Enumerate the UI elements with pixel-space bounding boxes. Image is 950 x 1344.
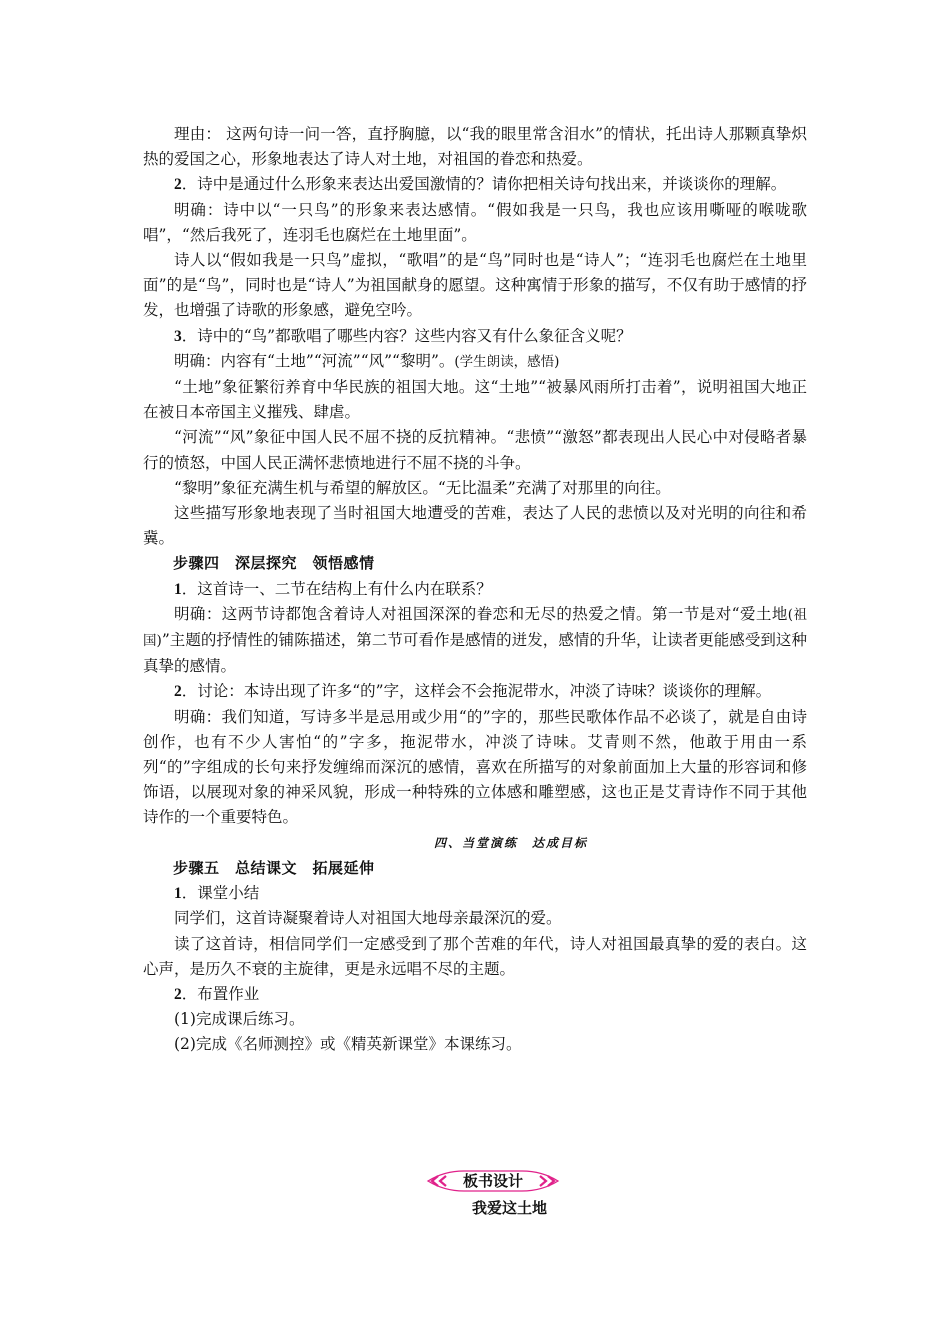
question-text: ．诗中的“鸟”都歌唱了哪些内容？这些内容又有什么象征含义呢？ [181, 326, 632, 345]
answer-note: (祖国) [143, 606, 807, 650]
answer-note: (学生朗读，感悟) [454, 353, 560, 370]
question-number: 3 [174, 327, 182, 345]
question-number: 2 [174, 683, 182, 701]
answer-3-d: “黎明”象征充满生机与希望的解放区。“无比温柔”充满了对那里的向往。 [174, 478, 671, 497]
answer-text: 明确：内容有“土地”“河流”“风”“黎明”。 [174, 351, 455, 370]
banner-label: 板书设计 [462, 1172, 523, 1190]
homework-2: (2)完成《名师测控》或《精英新课堂》本课练习。 [174, 1035, 522, 1054]
question-number: 2 [174, 176, 182, 194]
board-title: 我爱这土地 [472, 1199, 548, 1217]
section-title-text: 四、当堂演练 达成目标 [433, 835, 588, 850]
question-text: ．讨论：本诗出现了许多“的”字，这样会不会拖泥带水，冲淡了诗味？谈谈你的理解。 [181, 682, 772, 701]
answer-text: 明确：这两节诗都饱含着诗人对祖国深深的眷恋和无尽的热爱之情。第一节是对“爱土地 [174, 604, 788, 623]
lesson-content [143, 122, 807, 1058]
answer-text: ”主题的抒情性的铺陈描述，第二节可看作是感情的迸发，感情的升华，让读者更能感受到这种真挚的感情。 [143, 631, 807, 676]
homework-1: (1)完成课后练习。 [174, 1010, 305, 1029]
summary-a: 同学们，这首诗凝聚着诗人对祖国大地母亲最深沉的爱。 [174, 909, 562, 928]
question-2 [143, 172, 807, 197]
step4-question-1 [143, 577, 807, 602]
answer-3-b: “土地”象征繁衍养育中华民族的祖国大地。这“土地”“被暴风雨所打击着”，说明祖国大地正在被日本帝国主义摧残、肆虐。 [143, 378, 807, 422]
item-text: ．课堂小结 [181, 884, 260, 903]
step4-answer-2: 明确：我们知道，写诗多半是忌用或少用“的”字的，那些民歌体作品不必谈了，就是自由诗创作，也有不少人害怕“的”字多，拖泥带水，冲淡了诗味。艾青则不然，他敢于用由一系列“的”字组成的长句来抒发缠绵而深沉的感情，喜欢在所描写的对象前面加上大量的形容词和修饰语，以展现对象的神采风貌，形成一种特殊的立体感和雕塑感，这也正是艾青诗作不同于其他诗作的一个重要特色。 [143, 707, 807, 827]
question-text: ．这首诗一、二节在结构上有什么内在联系？ [181, 579, 492, 598]
step5-item-1 [143, 881, 807, 906]
step4-answer-1 [143, 602, 807, 680]
step5-item-2 [143, 982, 807, 1007]
item-number: 1 [174, 885, 182, 903]
item-number: 2 [174, 985, 182, 1003]
answer-3-a [143, 349, 807, 375]
question-text: ．诗中是通过什么形象来表达出爱国激情的？请你把相关诗句找出来，并谈谈你的理解。 [181, 175, 787, 194]
answer-3-c: “河流”“风”象征中国人民不屈不挠的反抗精神。“悲愤”“激怒”都表现出人民心中对侵略者暴行的愤怒，中国人民正满怀悲愤地进行不屈不挠的斗争。 [143, 428, 807, 472]
answer-2-b: 诗人以“假如我是一只鸟”虚拟，“歌唱”的是“鸟”同时也是“诗人”；“连羽毛也腐烂在土地里面”的是“鸟”，同时也是“诗人”为祖国献身的愿望。这种寓情于形象的描写，不仅有助于感情的抒发，也增强了诗歌的形象感，避免空吟。 [143, 251, 807, 320]
answer-2-a: 明确：诗中以“一只鸟”的形象来表达感情。“假如我是一只鸟，我也应该用嘶哑的喉咙歌唱”，“然后我死了，连羽毛也腐烂在土地里面”。 [143, 200, 807, 244]
step4-question-2 [143, 679, 807, 704]
reason-paragraph: 理由： 这两句诗一问一答，直抒胸臆，以“我的眼里常含泪水”的情状，托出诗人那颗真挚炽热的爱国之心，形象地表达了诗人对土地，对祖国的眷恋和热爱。 [143, 125, 807, 169]
summary-b: 读了这首诗，相信同学们一定感受到了那个苦难的年代，诗人对祖国最真挚的爱的表白。这心声，是历久不衰的主旋律，更是永远唱不尽的主题。 [143, 934, 807, 978]
board-design-banner [424, 1168, 562, 1194]
step-4-heading: 步骤四 深层探究 领悟感情 [173, 554, 375, 573]
step-5-heading: 步骤五 总结课文 拓展延伸 [173, 858, 375, 877]
question-number: 1 [174, 580, 182, 598]
question-3 [143, 324, 807, 349]
answer-3-e: 这些描写形象地表现了当时祖国大地遭受的苦难，表达了人民的悲愤以及对光明的向往和希冀。 [143, 504, 807, 548]
section-4-title [143, 831, 807, 856]
item-text: ．布置作业 [181, 984, 260, 1003]
